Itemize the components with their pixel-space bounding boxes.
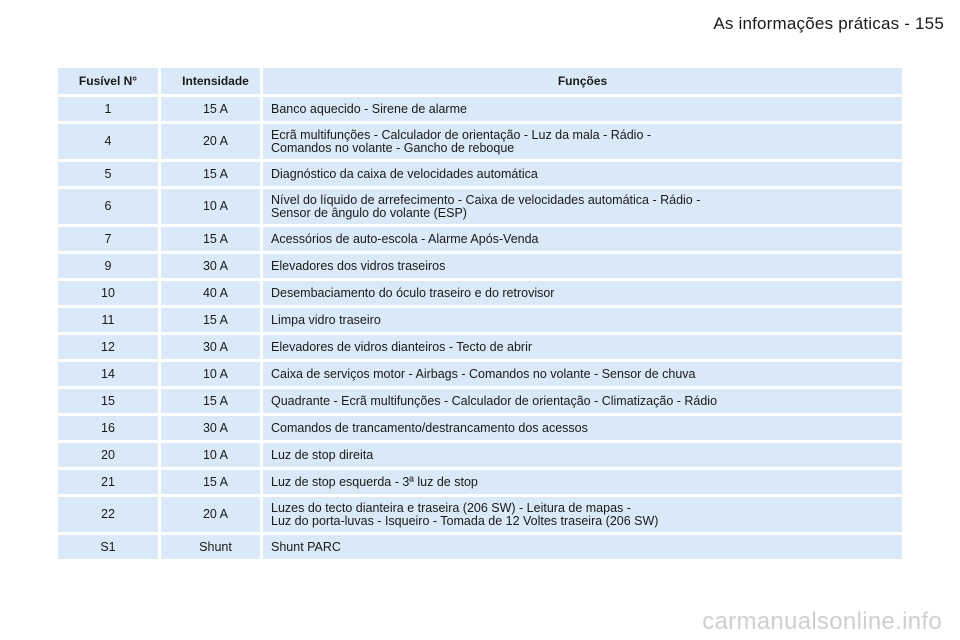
table-row [58,389,902,413]
fuse-intensity: 10 A [161,189,260,224]
fuse-functions: Luzes do tecto dianteira e traseira (206 SW) - Leitura de mapas - Luz do porta-luvas - Isqueiro - Tomada de 12 Voltes traseira (206 SW) [263,497,902,532]
table-row [58,535,902,559]
table-row [58,470,902,494]
column-header-functions: Funções [263,68,902,94]
fuse-intensity: 15 A [161,97,260,121]
fuse-intensity: 10 A [161,443,260,467]
fuse-table [58,68,902,562]
fuse-number: 15 [58,389,158,413]
fuse-intensity: 30 A [161,254,260,278]
fuse-intensity: 15 A [161,308,260,332]
fuse-number: 5 [58,162,158,186]
table-row [58,254,902,278]
table-row [58,362,902,386]
fuse-intensity: 20 A [161,124,260,159]
fuse-number: 22 [58,497,158,532]
watermark: carmanualsonline.info [702,608,942,635]
fuse-number: 10 [58,281,158,305]
fuse-intensity: 30 A [161,335,260,359]
fuse-functions: Caixa de serviços motor - Airbags - Comandos no volante - Sensor de chuva [263,362,902,386]
table-row [58,416,902,440]
fuse-number: 7 [58,227,158,251]
fuse-number: 21 [58,470,158,494]
fuse-functions: Diagnóstico da caixa de velocidades automática [263,162,902,186]
fuse-intensity: 15 A [161,162,260,186]
table-row [58,97,902,121]
fuse-intensity: 20 A [161,497,260,532]
table-row [58,308,902,332]
table-row [58,227,902,251]
fuse-functions: Elevadores de vidros dianteiros - Tecto de abrir [263,335,902,359]
table-row [58,443,902,467]
fuse-functions: Shunt PARC [263,535,902,559]
fuse-intensity: 10 A [161,362,260,386]
fuse-number: 16 [58,416,158,440]
fuse-number: 1 [58,97,158,121]
fuse-functions: Nível do líquido de arrefecimento - Caixa de velocidades automática - Rádio - Sensor de ângulo do volante (ESP) [263,189,902,224]
fuse-functions: Luz de stop direita [263,443,902,467]
fuse-functions: Comandos de trancamento/destrancamento dos acessos [263,416,902,440]
fuse-number: 9 [58,254,158,278]
table-row [58,281,902,305]
fuse-functions: Quadrante - Ecrã multifunções - Calculador de orientação - Climatização - Rádio [263,389,902,413]
fuse-functions: Limpa vidro traseiro [263,308,902,332]
fuse-number: S1 [58,535,158,559]
column-header-fuse: Fusível N° [58,68,158,94]
table-row [58,335,902,359]
page-title: As informações práticas - 155 [713,14,944,33]
column-header-intensity: Intensidade [161,68,260,94]
fuse-number: 4 [58,124,158,159]
table-row [58,497,902,532]
table-row [58,162,902,186]
fuse-number: 11 [58,308,158,332]
fuse-functions: Acessórios de auto-escola - Alarme Após-Venda [263,227,902,251]
fuse-intensity: 15 A [161,227,260,251]
fuse-functions: Elevadores dos vidros traseiros [263,254,902,278]
fuse-functions: Ecrã multifunções - Calculador de orientação - Luz da mala - Rádio - Comandos no volante - Gancho de reboque [263,124,902,159]
table-row [58,189,902,224]
table-header-row [58,68,902,94]
fuse-functions: Desembaciamento do óculo traseiro e do retrovisor [263,281,902,305]
fuse-intensity: 40 A [161,281,260,305]
fuse-number: 20 [58,443,158,467]
fuse-intensity: 30 A [161,416,260,440]
fuse-functions: Banco aquecido - Sirene de alarme [263,97,902,121]
fuse-functions: Luz de stop esquerda - 3ª luz de stop [263,470,902,494]
table-row [58,124,902,159]
fuse-number: 12 [58,335,158,359]
fuse-number: 6 [58,189,158,224]
fuse-number: 14 [58,362,158,386]
fuse-intensity: 15 A [161,389,260,413]
fuse-intensity: Shunt [161,535,260,559]
fuse-intensity: 15 A [161,470,260,494]
